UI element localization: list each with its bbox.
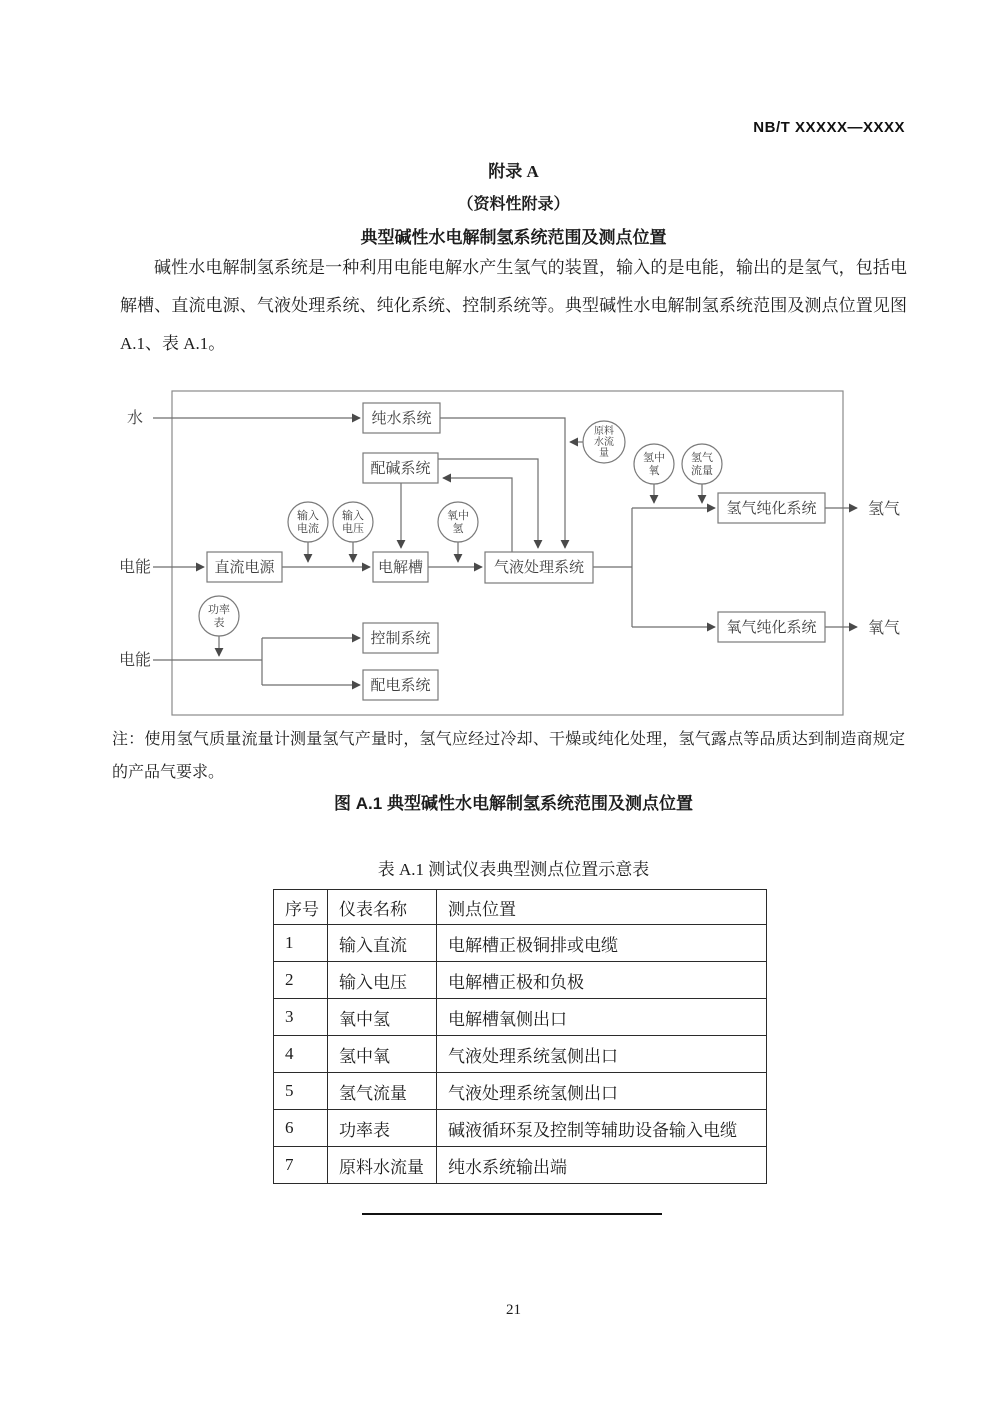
meter-raw-water-flow <box>583 421 625 463</box>
table-header-no: 序号 <box>274 890 328 925</box>
cell-instrument-name: 功率表 <box>328 1110 437 1147</box>
table-header-row <box>274 890 767 925</box>
svg-text:直流电源: 直流电源 <box>214 560 275 576</box>
box-alkali-preparation-system <box>363 453 438 483</box>
cell-no: 6 <box>274 1110 328 1147</box>
meter-hydrogen-in-oxygen <box>438 502 478 542</box>
svg-text:氧中: 氧中 <box>447 510 469 522</box>
table-row <box>274 925 767 962</box>
flow-diagram-svg <box>105 388 915 720</box>
table-body <box>274 925 767 1184</box>
label-power-input-1: 电能 <box>119 559 152 576</box>
cell-no: 7 <box>274 1147 328 1184</box>
meter-power-meter <box>199 596 239 636</box>
footer-rule <box>362 1213 662 1215</box>
cell-no: 1 <box>274 925 328 962</box>
meter-hydrogen-flow <box>682 444 722 484</box>
cell-instrument-name: 氢中氧 <box>328 1036 437 1073</box>
cell-point-position: 气液处理系统氢侧出口 <box>437 1073 767 1110</box>
label-power-input-2: 电能 <box>119 652 152 669</box>
box-oxygen-purification-system <box>718 612 825 642</box>
system-flow-diagram <box>105 388 915 720</box>
measurement-point-table <box>273 889 767 1184</box>
label-oxygen-output: 氧气 <box>868 620 901 637</box>
diagram-meters <box>199 421 722 636</box>
diagram-boxes <box>207 403 825 700</box>
svg-text:电解槽: 电解槽 <box>377 560 424 576</box>
cell-point-position: 电解槽正极和负极 <box>437 962 767 999</box>
box-gas-liquid-processing-system <box>485 552 593 583</box>
cell-instrument-name: 输入直流 <box>328 925 437 962</box>
box-electrolyzer <box>373 552 428 582</box>
cell-instrument-name: 氢气流量 <box>328 1073 437 1110</box>
svg-text:量: 量 <box>599 448 609 459</box>
meter-input-current <box>288 502 328 542</box>
svg-text:流量: 流量 <box>691 465 713 477</box>
svg-text:原料: 原料 <box>594 426 614 437</box>
meter-oxygen-in-hydrogen <box>634 444 674 484</box>
table-header-name: 仪表名称 <box>328 890 437 925</box>
svg-text:配碱系统: 配碱系统 <box>370 461 431 477</box>
svg-text:氧气纯化系统: 氧气纯化系统 <box>726 620 817 636</box>
cell-point-position: 气液处理系统氢侧出口 <box>437 1036 767 1073</box>
svg-text:氧: 氧 <box>648 465 660 477</box>
cell-instrument-name: 氧中氢 <box>328 999 437 1036</box>
svg-text:氢气纯化系统: 氢气纯化系统 <box>726 501 817 517</box>
cell-point-position: 碱液循环泵及控制等辅助设备输入电缆 <box>437 1110 767 1147</box>
svg-text:电流: 电流 <box>297 523 319 535</box>
svg-text:氢中: 氢中 <box>643 452 665 464</box>
appendix-title-heading: 典型碱性水电解制氢系统范围及测点位置 <box>360 228 667 247</box>
cell-point-position: 纯水系统输出端 <box>437 1147 767 1184</box>
table-row <box>274 1110 767 1147</box>
label-hydrogen-output: 氢气 <box>868 501 901 518</box>
appendix-heading: 附录 A <box>488 162 539 181</box>
figure-note: 注：使用氢气质量流量计测量氢气产量时，氢气应经过冷却、干燥或纯化处理，氢气露点等品质达到制造商规定的产品气要求。 <box>112 731 905 781</box>
table-row <box>274 1073 767 1110</box>
table-row <box>274 962 767 999</box>
box-pure-water-system <box>363 403 440 433</box>
svg-text:表: 表 <box>213 617 225 629</box>
svg-text:气液处理系统: 气液处理系统 <box>493 560 585 576</box>
label-water-input: 水 <box>127 410 144 427</box>
figure-caption: 图 A.1 典型碱性水电解制氢系统范围及测点位置 <box>334 794 693 813</box>
box-power-distribution-system <box>363 670 438 700</box>
svg-text:纯水系统: 纯水系统 <box>371 411 432 427</box>
svg-text:氢: 氢 <box>452 523 464 535</box>
box-control-system <box>363 623 438 653</box>
svg-text:输入: 输入 <box>342 510 364 522</box>
title-block <box>120 157 907 248</box>
meter-input-voltage <box>333 502 373 542</box>
table-row <box>274 1036 767 1073</box>
page-number: 21 <box>506 1302 521 1318</box>
cell-no: 2 <box>274 962 328 999</box>
svg-text:水流: 水流 <box>594 437 614 448</box>
svg-text:电压: 电压 <box>342 523 364 535</box>
cell-instrument-name: 原料水流量 <box>328 1147 437 1184</box>
standard-code: NB/T XXXXX—XXXX <box>753 119 905 136</box>
cell-point-position: 电解槽正极铜排或电缆 <box>437 925 767 962</box>
svg-text:氢气: 氢气 <box>691 452 713 464</box>
body-paragraph: 碱性水电解制氢系统是一种利用电能电解水产生氢气的装置，输入的是电能，输出的是氢气，包括电解槽、直流电源、气液处理系统、纯化系统、控制系统等。典型碱性水电解制氢系统范围及测点位置见图 A.1、表 A.1。 <box>120 258 907 353</box>
table-row <box>274 1147 767 1184</box>
svg-text:输入: 输入 <box>297 510 319 522</box>
svg-text:功率: 功率 <box>208 604 230 616</box>
table-header-position: 测点位置 <box>437 890 767 925</box>
cell-no: 5 <box>274 1073 328 1110</box>
box-hydrogen-purification-system <box>718 493 825 523</box>
cell-instrument-name: 输入电压 <box>328 962 437 999</box>
svg-text:配电系统: 配电系统 <box>370 678 431 694</box>
box-dc-power-supply <box>207 552 282 582</box>
appendix-type-heading: （资料性附录） <box>457 196 570 213</box>
cell-no: 4 <box>274 1036 328 1073</box>
table-caption: 表 A.1 测试仪表典型测点位置示意表 <box>377 860 650 879</box>
cell-point-position: 电解槽氧侧出口 <box>437 999 767 1036</box>
cell-no: 3 <box>274 999 328 1036</box>
table-row <box>274 999 767 1036</box>
svg-text:控制系统: 控制系统 <box>370 631 431 647</box>
